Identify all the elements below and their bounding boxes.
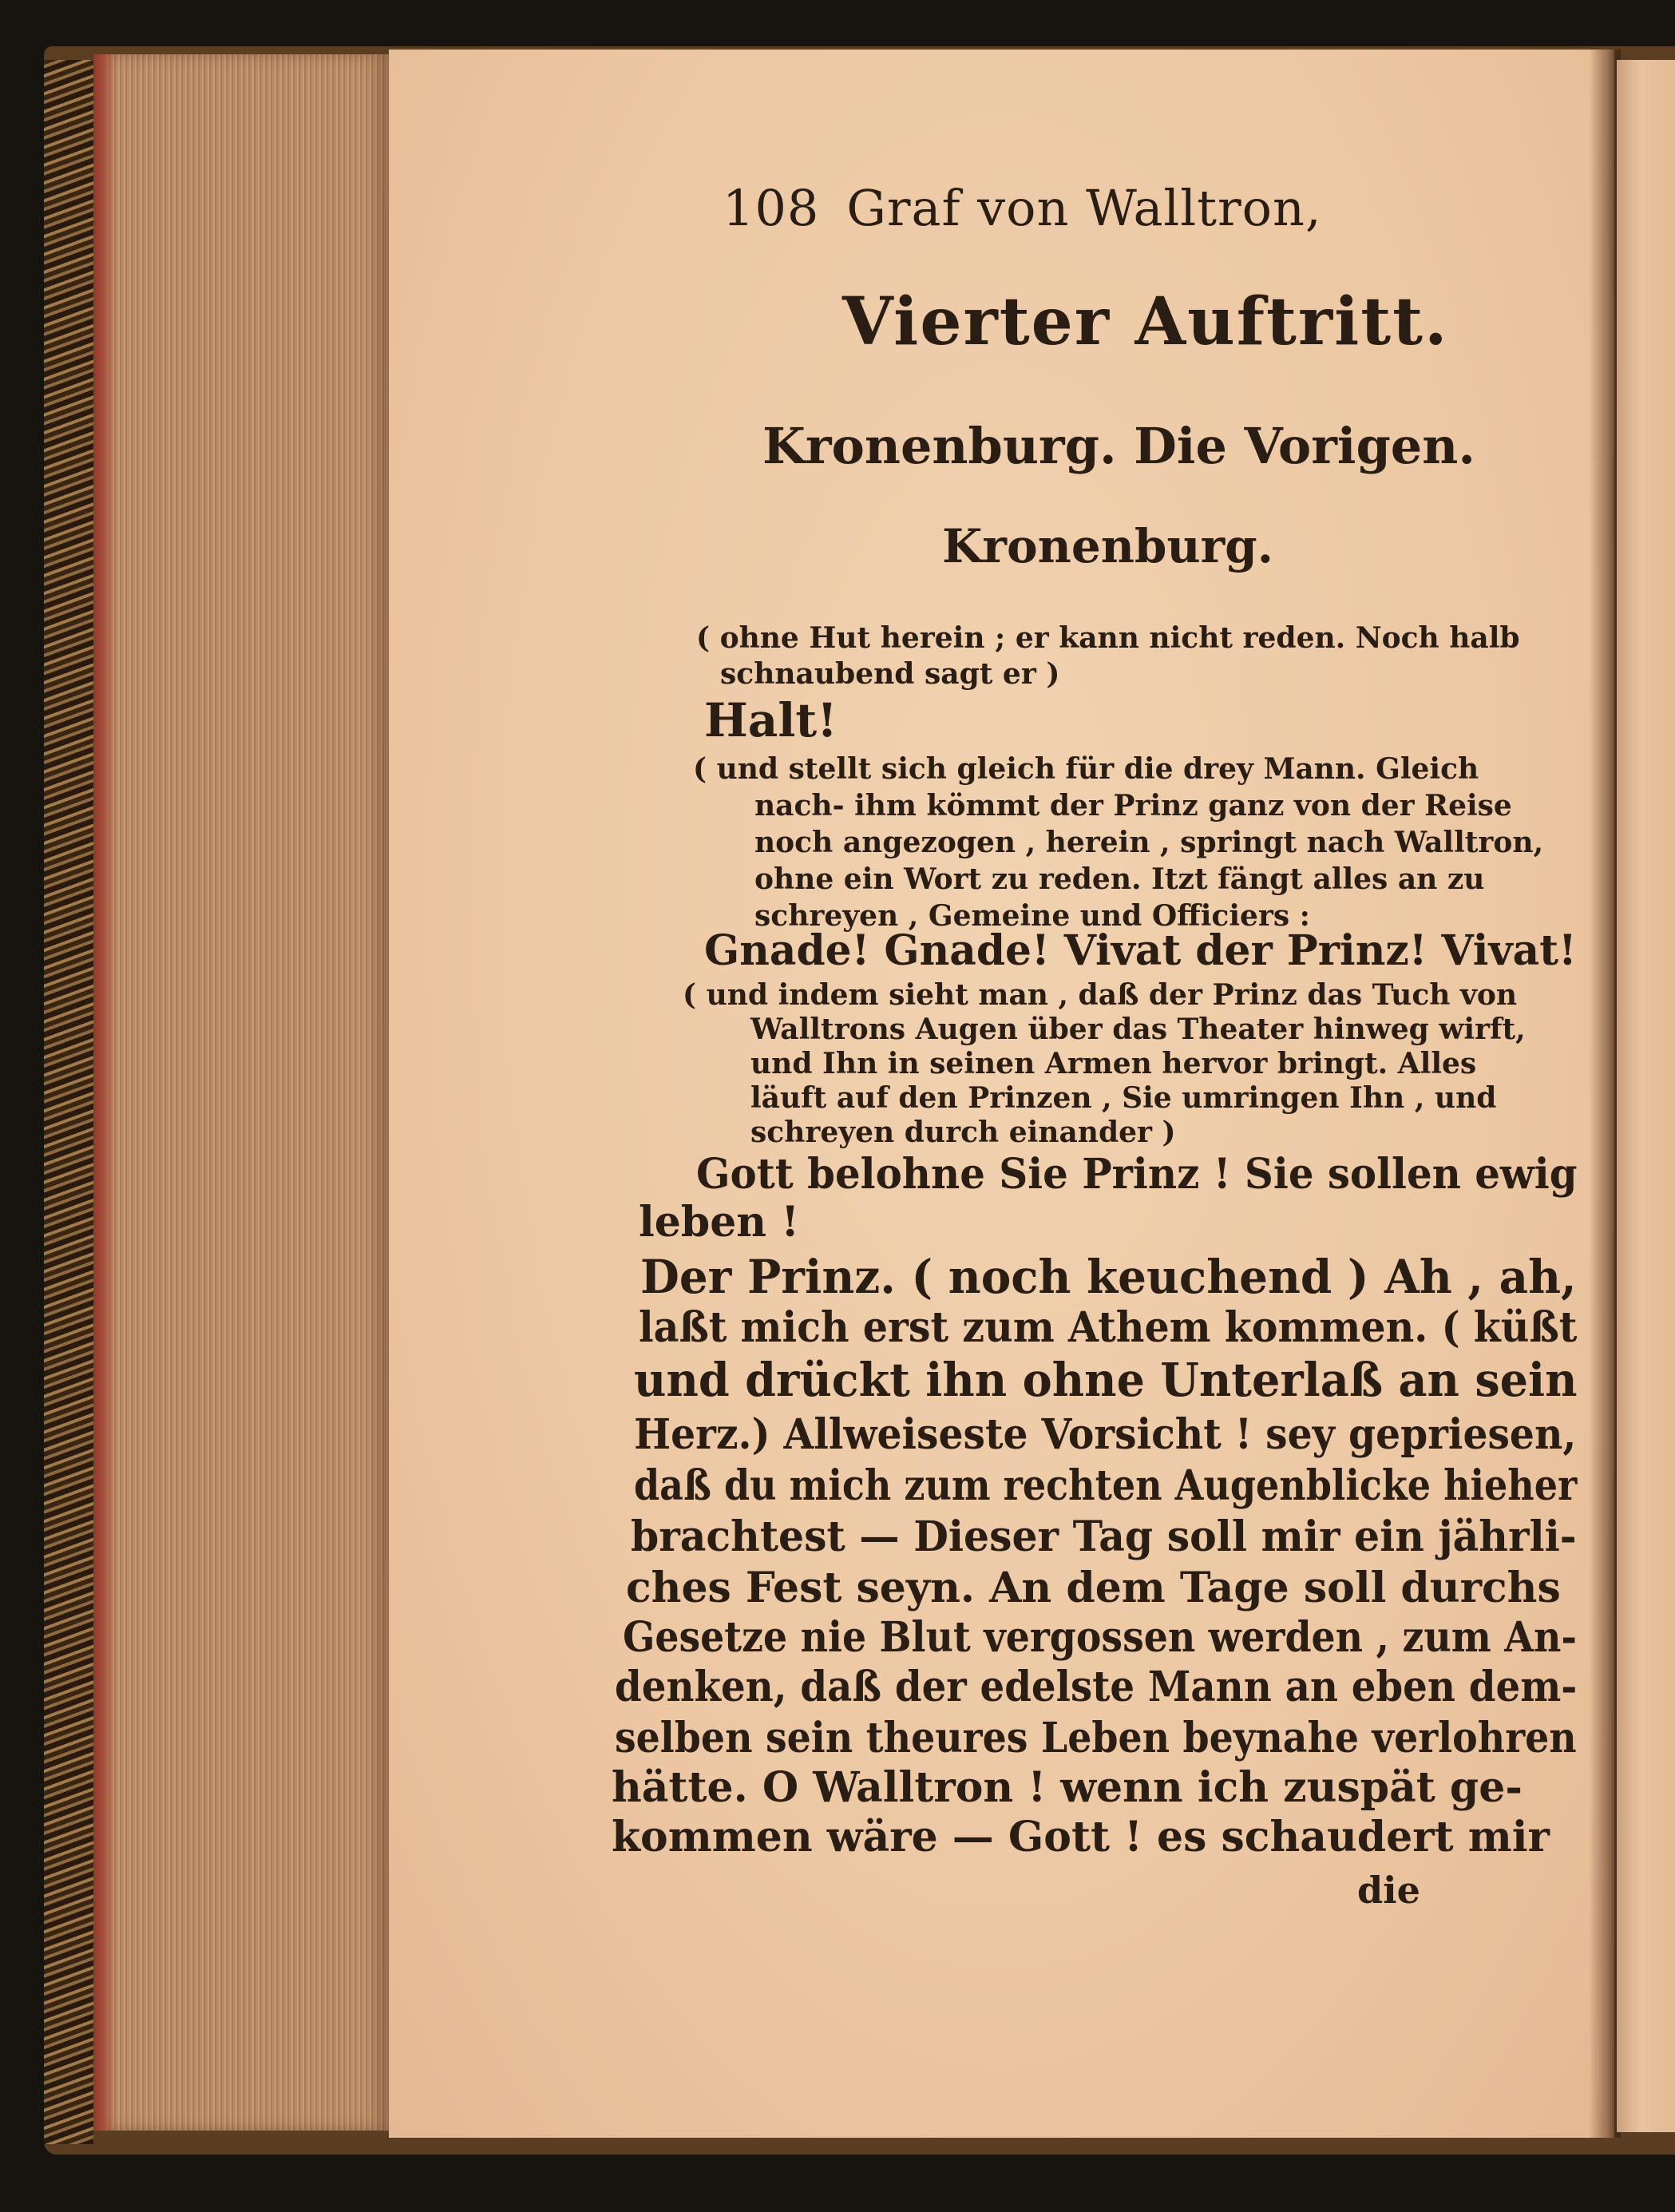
page-number: 108 [723,179,820,237]
speaker-name: Kronenburg. [942,519,1273,573]
running-title: Graf von Walltron, [846,179,1322,237]
stage-direction-line: ( und indem sieht man , daß der Prinz das Tuch von [683,978,1518,1012]
stage-direction-line: schnaubend sagt er ) [720,657,1060,691]
speech-line: laßt mich erst zum Athem kommen. ( küßt [639,1303,1578,1352]
speech-line: hätte. O Walltron ! wenn ich zuspät ge- [612,1763,1523,1812]
stage-direction-line: läuft auf den Prinzen , Sie umringen Ihn , und [750,1081,1497,1115]
speech-line: Der Prinz. ( noch keuchend ) Ah , ah, [640,1250,1577,1304]
chorus-line: Gnade! Gnade! Vivat der Prinz! Vivat! [704,926,1577,975]
speech-line: und drückt ihn ohne Unterlaß an sein [634,1353,1578,1407]
stage-direction-line: Walltrons Augen über das Theater hinweg wirft, [750,1013,1526,1046]
speech-line: selben sein theures Leben beynahe verlohren [615,1714,1577,1762]
speech-line: daß du mich zum rechten Augenblicke hieher [634,1461,1578,1510]
speech-line: brachtest — Dieser Tag soll mir ein jährli- [631,1512,1577,1561]
speech-line: Herz.) Allweiseste Vorsicht ! sey gepriesen, [634,1410,1577,1459]
speech-line: Gott belohne Sie Prinz ! Sie sollen ewig [696,1150,1578,1199]
speech-line: leben ! [639,1198,800,1247]
catchword: die [1357,1869,1420,1912]
stage-direction-line: schreyen , Gemeine und Officiers : [754,899,1310,933]
stage-direction-line: noch angezogen , herein , springt nach Walltron, [754,826,1544,859]
speech-line: denken, daß der edelste Mann an eben dem- [615,1663,1578,1711]
stage-direction-line: schreyen durch einander ) [750,1116,1176,1149]
stage-direction-line: nach- ihm kömmt der Prinz ganz von der Reise [754,789,1512,823]
speech-line: kommen wäre — Gott ! es schaudert mir [612,1813,1550,1861]
speech-line: Gesetze nie Blut vergossen werden , zum An- [623,1613,1578,1662]
running-head [723,179,1322,237]
cast-line: Kronenburg. Die Vorigen. [762,417,1475,475]
speech-line: ches Fest seyn. An dem Tage soll durchs [626,1564,1561,1612]
stage-direction-line: ohne ein Wort zu reden. Itzt fängt alles an zu [754,862,1485,896]
stage-direction-line: und Ihn in seinen Armen hervor bringt. Alles [750,1047,1477,1080]
speech-line: Halt! [704,693,838,747]
stage-direction-line: ( und stellt sich gleich für die drey Mann. Gleich [693,752,1479,786]
scene-title: Vierter Auftritt. [842,283,1449,360]
stage-direction-line: ( ohne Hut herein ; er kann nicht reden. Noch halb [696,621,1520,655]
